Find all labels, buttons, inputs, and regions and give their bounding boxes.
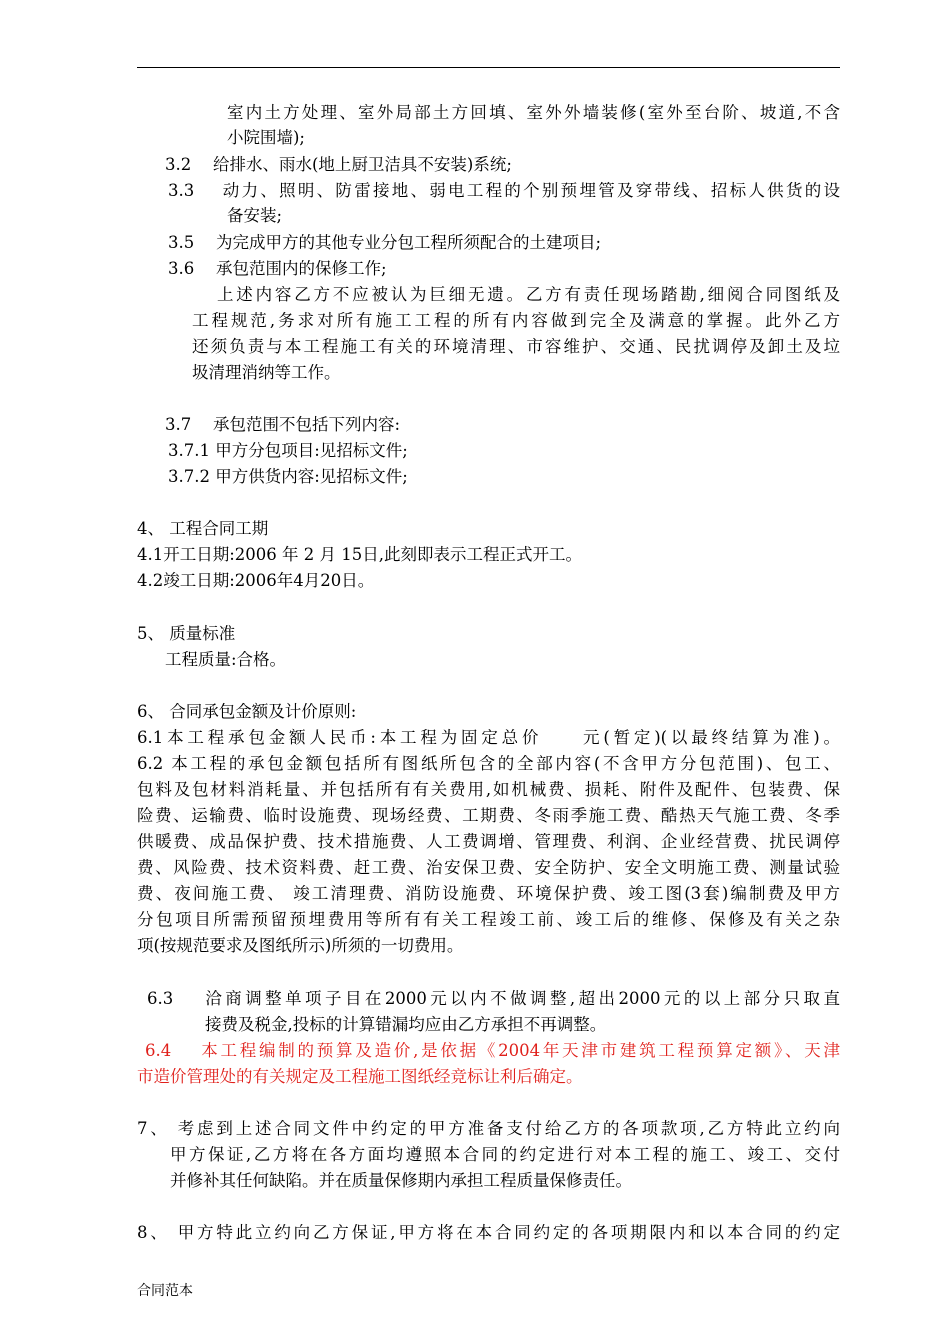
text-line: 3.3 动力、照明、防雷接地、弱电工程的个别预埋管及穿带线、招标人供货的设 — [168, 181, 840, 200]
section-heading: 4、 工程合同工期 — [137, 519, 269, 538]
text-line: 室内土方处理、室外局部土方回填、室外外墙装修(室外至台阶、坡道,不含 — [227, 103, 840, 122]
text-line: 费、风险费、技术资料费、赶工费、治安保卫费、安全防护、安全文明施工费、测量试验 — [137, 858, 840, 877]
section-heading: 6、 合同承包金额及计价原则: — [137, 702, 357, 721]
text-line: 3.5 为完成甲方的其他专业分包工程所须配合的土建项目; — [168, 233, 602, 252]
text-line: 费、夜间施工费、 竣工清理费、消防设施费、环境保护费、竣工图(3套)编制费及甲方 — [137, 884, 840, 903]
text-line: 工程规范,务求对所有施工工程的所有内容做到完全及满意的掌握。此外乙方 — [192, 311, 840, 330]
text-line: 3.7.2 甲方供货内容:见招标文件; — [168, 467, 408, 486]
highlighted-text-line: 市造价管理处的有关规定及工程施工图纸经竞标让利后确定。 — [137, 1067, 583, 1086]
text-line: 圾清理消纳等工作。 — [192, 363, 341, 382]
text-line: 6.3 洽商调整单项子目在2000元以内不做调整,超出2000元的以上部分只取直 — [147, 989, 840, 1008]
text-line: 并修补其任何缺陷。并在质量保修期内承担工程质量保修责任。 — [170, 1171, 632, 1190]
text-line: 3.6 承包范围内的保修工作; — [168, 259, 387, 278]
text-line: 6.2 本工程的承包金额包括所有图纸所包含的全部内容(不含甲方分包范围)、包工、 — [137, 754, 840, 773]
text-line: 分包项目所需预留预埋费用等所有有关工程竣工前、竣工后的维修、保修及有关之杂 — [137, 910, 840, 929]
text-line: 3.7 承包范围不包括下列内容: — [165, 415, 401, 434]
text-line: 供暖费、成品保护费、技术措施费、人工费调增、管理费、利润、企业经营费、扰民调停 — [137, 832, 840, 851]
text-line: 项(按规范要求及图纸所示)所须的一切费用。 — [137, 936, 464, 955]
section-heading: 5、 质量标准 — [137, 624, 236, 643]
text-line: 6.1本工程承包金额人民币:本工程为固定总价 元(暂定)(以最终结算为准)。 — [137, 728, 840, 747]
text-line: 工程质量:合格。 — [165, 650, 287, 669]
text-line: 4.2竣工日期:2006年4月20日。 — [137, 571, 375, 590]
text-line: 小院围墙); — [227, 128, 305, 147]
section-heading: 8、 甲方特此立约向乙方保证,甲方将在本合同约定的各项期限内和以本合同的约定 — [137, 1223, 840, 1242]
text-line: 上述内容乙方不应被认为巨细无遗。乙方有责任现场踏勘,细阅合同图纸及 — [217, 285, 840, 304]
text-line: 还须负责与本工程施工有关的环境清理、市容维护、交通、民扰调停及卸土及垃 — [192, 337, 840, 356]
page-footer: 合同范本 — [137, 1283, 193, 1299]
section-heading: 7、 考虑到上述合同文件中约定的甲方准备支付给乙方的各项款项,乙方特此立约向 — [137, 1119, 840, 1138]
text-line: 备安装; — [227, 206, 283, 225]
highlighted-text-line: 6.4 本工程编制的预算及造价,是依据《2004年天津市建筑工程预算定额》、天津 — [145, 1041, 840, 1060]
text-line: 3.7.1 甲方分包项目:见招标文件; — [168, 441, 408, 460]
text-line: 险费、运输费、临时设施费、现场经费、工期费、冬雨季施工费、酷热天气施工费、冬季 — [137, 806, 840, 825]
text-line: 甲方保证,乙方将在各方面均遵照本合同的约定进行对本工程的施工、竣工、交付 — [170, 1145, 840, 1164]
text-line: 4.1开工日期:2006 年 2 月 15日,此刻即表示工程正式开工。 — [137, 545, 583, 564]
header-rule — [137, 67, 840, 68]
text-line: 包料及包材料消耗量、并包括所有有关费用,如机械费、损耗、附件及配件、包装费、保 — [137, 780, 840, 799]
text-line: 3.2 给排水、雨水(地上厨卫洁具不安装)系统; — [165, 155, 512, 174]
text-line: 接费及税金,投标的计算错漏均应由乙方承担不再调整。 — [205, 1015, 607, 1034]
